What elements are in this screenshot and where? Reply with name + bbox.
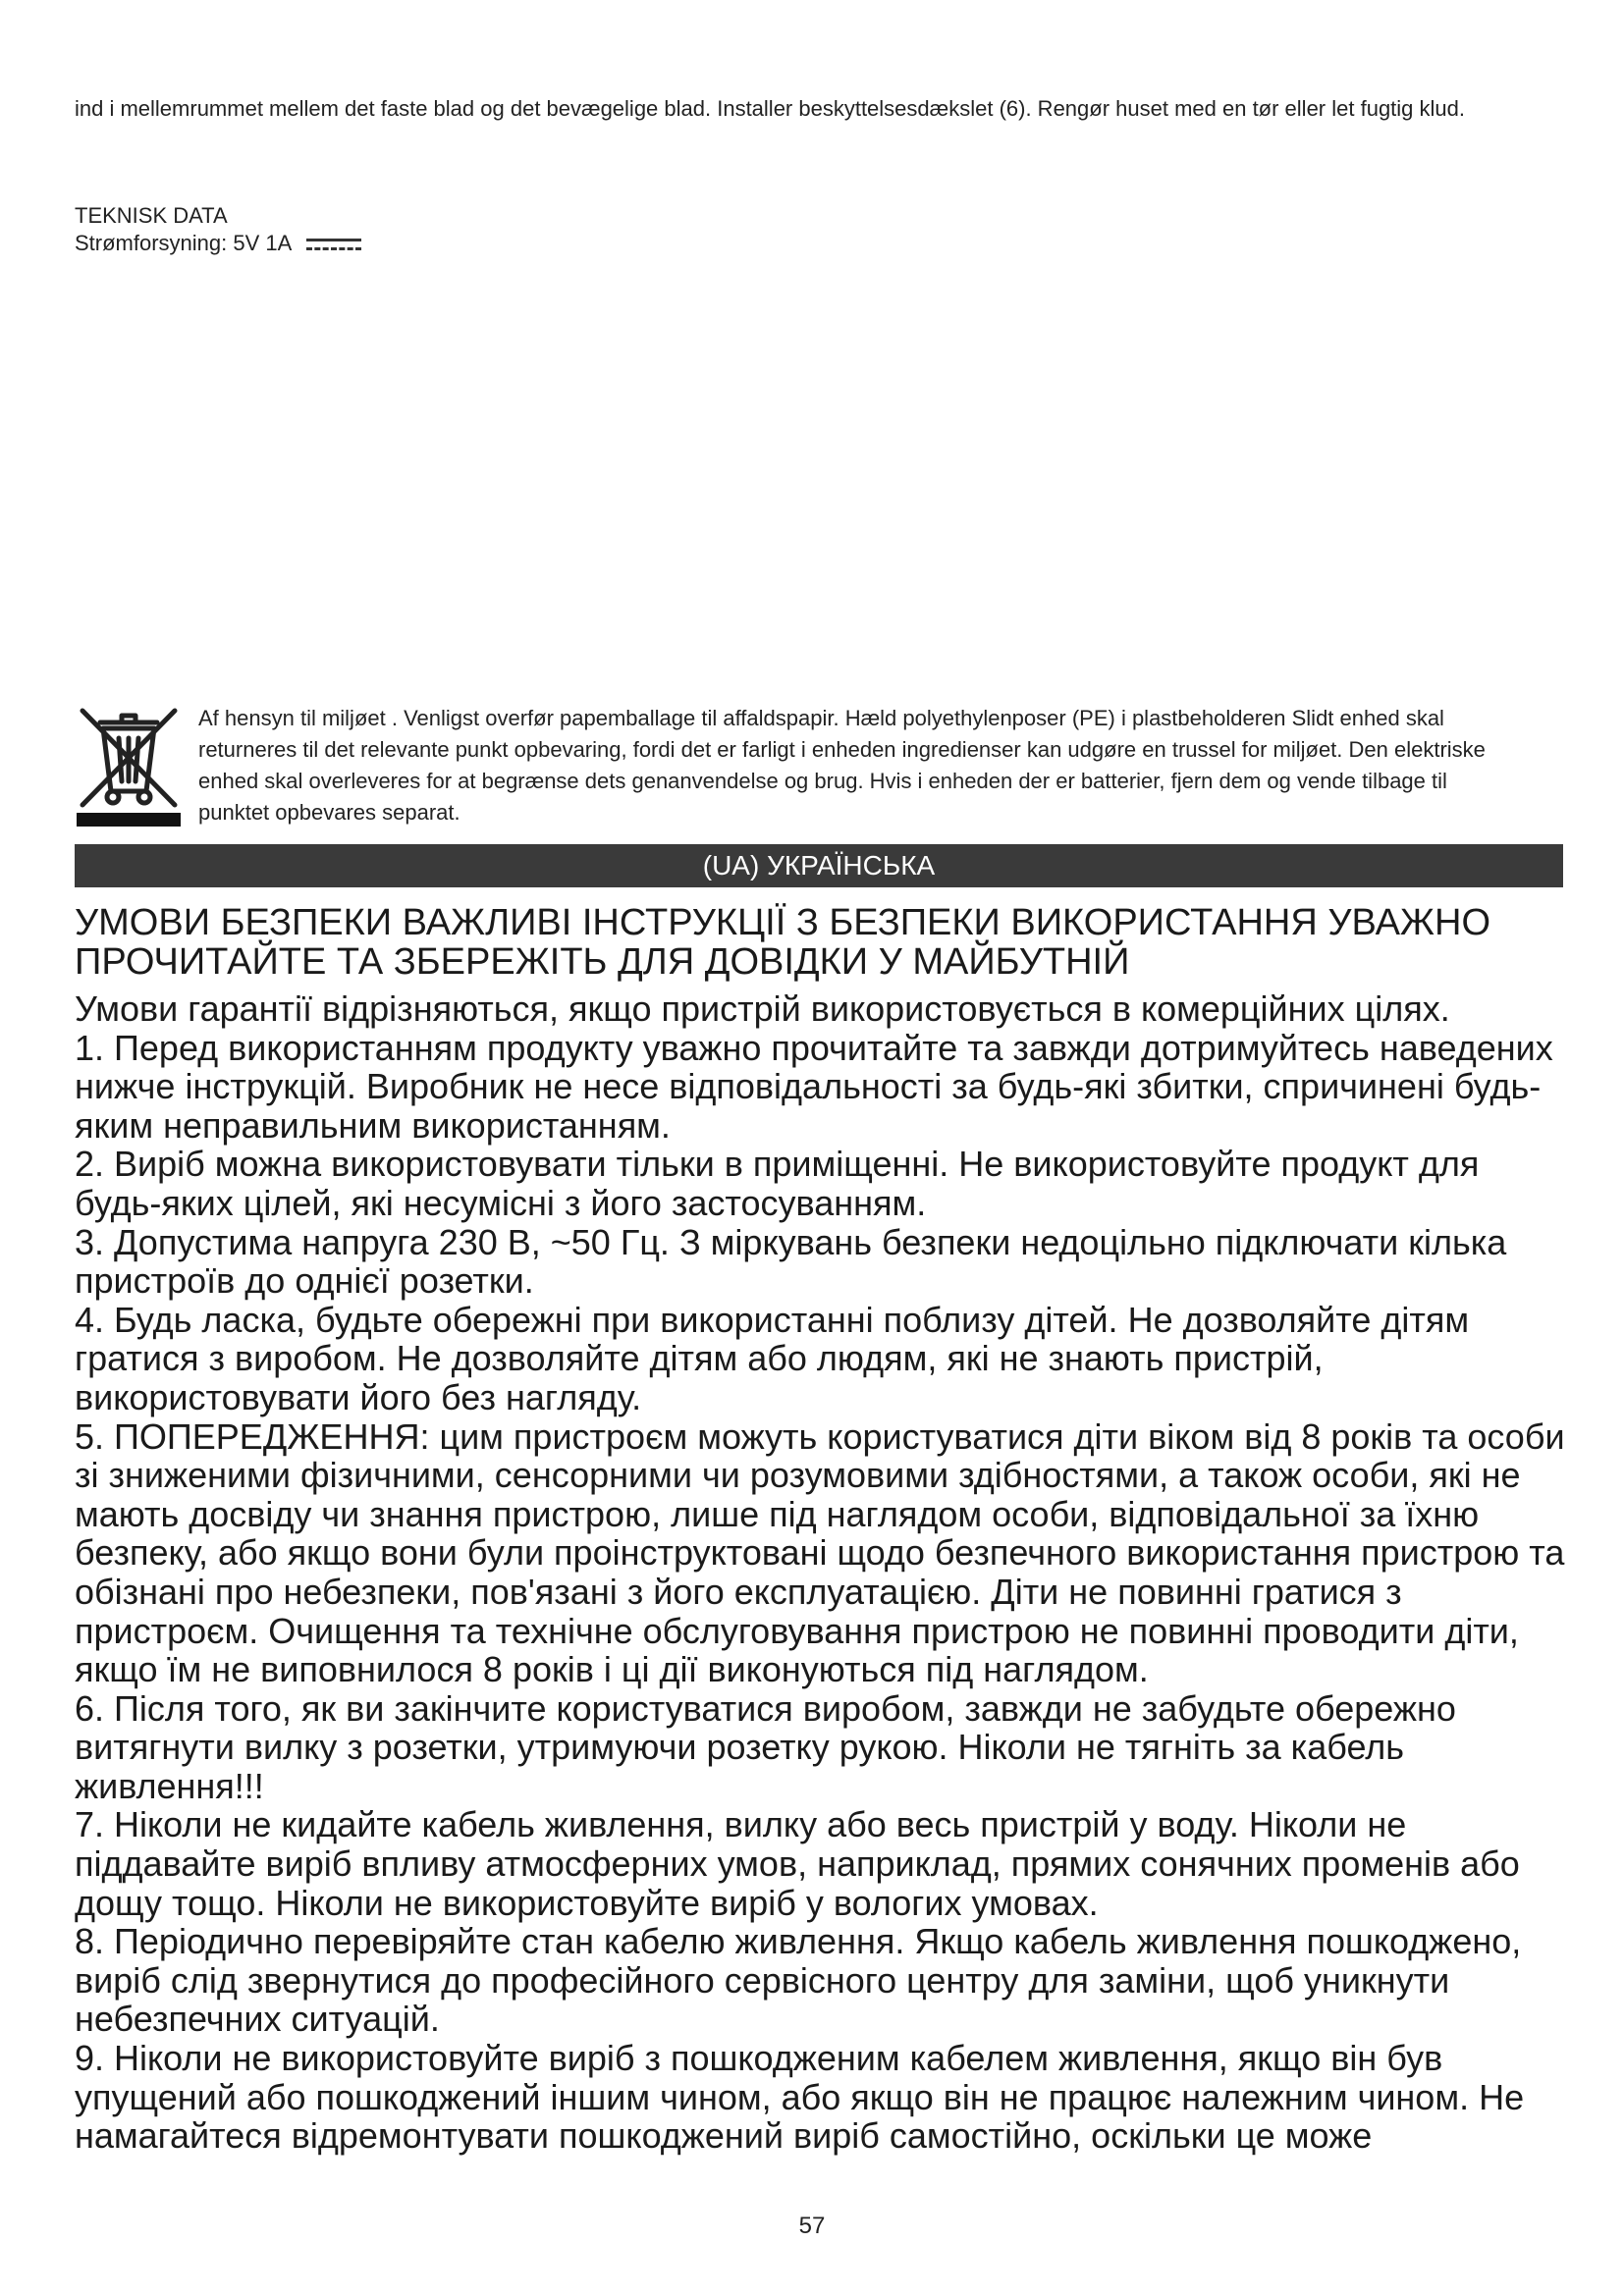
instruction-item: 3. Допустима напруга 230 В, ~50 Гц. З міркувань безпеки недоцільно підключати кілька пристроїв до однієї розетки. bbox=[75, 1221, 1507, 1302]
instruction-item: 9. Ніколи не використовуйте виріб з пошкодженим кабелем живлення, якщо він був упущений або пошкоджений іншим чином, або якщо він не працює належним чином. Не намагайтеся відремонтувати пошкоджений виріб самостійно, оскільки це може bbox=[75, 2038, 1525, 2157]
page-number: 57 bbox=[798, 2213, 826, 2239]
power-supply-label: Strømforsyning: 5V 1A bbox=[75, 231, 292, 255]
crossed-out-wheelie-bin-icon bbox=[77, 705, 181, 827]
instruction-item: 6. Після того, як ви закінчите користуватися виробом, завжди не забудьте обережно витягнути вилку з розетки, утримуючи розетку рукою. Ніколи не тягніть за кабель живлення!!! bbox=[75, 1687, 1456, 1806]
instruction-item: 2. Виріб можна використовувати тільки в приміщенні. Не використовуйте продукт для будь-яких цілей, які несумісні з його застосуванням. bbox=[75, 1144, 1480, 1223]
safety-heading: УМОВИ БЕЗПЕКИ ВАЖЛИВІ ІНСТРУКЦІЇ З БЕЗПЕКИ ВИКОРИСТАННЯ УВАЖНО ПРОЧИТАЙТЕ ТА ЗБЕРЕЖІТЬ ДЛЯ ДОВІДКИ У МАЙБУТНІЙ bbox=[75, 902, 1490, 983]
danish-intro-text: ind i mellemrummet mellem det faste blad og det bevægelige blad. Installer beskyttelsesdækslet (6). Rengør huset med en tør eller let fugtig klud. bbox=[75, 96, 1465, 121]
direct-current-icon bbox=[306, 237, 361, 252]
power-supply-row bbox=[75, 230, 361, 257]
instruction-item: 7. Ніколи не кидайте кабель живлення, вилку або весь пристрій у воду. Ніколи не піддавайте виріб впливу атмосферних умов, наприклад, прямих сонячних променів або дощу тощо. Ніколи не використовуйте виріб у вологих умовах. bbox=[75, 1804, 1520, 1923]
technical-data-title: TEKNISK DATA bbox=[75, 203, 228, 228]
instruction-item: 5. ПОПЕРЕДЖЕННЯ: цим пристроєм можуть користуватися діти віком від 8 років та особи зі зниженими фізичними, сенсорними чи розумовими здібностями, а також особи, які не мають досвіду чи знання пристрою, лише під наглядом особи, відповідальної за їхню безпеку, або якщо вони були проінструктовані щодо безпечного використання пристрою та обізнані про небезпеки, пов'язані з його експлуатацією. Діти не повинні гратися з пристроєм. Очищення та технічне обслуговування пристрою не повинні проводити діти, якщо їм не виповнилося 8 років і ці дії виконуються під наглядом. bbox=[75, 1415, 1565, 1690]
ukrainian-section-bar: (UA) УКРАЇНСЬКА bbox=[75, 844, 1563, 887]
instruction-item: 8. Періодично перевіряйте стан кабелю живлення. Якщо кабель живлення пошкоджено, виріб слід звернутися до професійного сервісного центру для заміни, щоб уникнути небезпечних ситуацій. bbox=[75, 1921, 1522, 2040]
environmental-disposal-text: Af hensyn til miljøet . Venligst overfør papemballage til affaldspapir. Hæld polyethylenposer (PE) i plastbeholderen Slidt enhed skal returneres til det relevante punkt opbevaring, fordi det er farligt i enheden ingredienser kan udgøre en trussel for miljøet. Den elektriske enhed skal overleveres for at begrænse dets genanvendelse og brug. Hvis i enheden der er batterier, fjern dem og vende tilbage til punktet opbevares separat. bbox=[198, 706, 1486, 825]
warranty-note: Умови гарантії відрізняються, якщо пристрій використовується в комерційних цілях. bbox=[75, 988, 1450, 1029]
instruction-item: 4. Будь ласка, будьте обережні при використанні поблизу дітей. Не дозволяйте дітям гратися з виробом. Не дозволяйте дітям або людям, які не знають пристрій, використовувати його без нагляду. bbox=[75, 1299, 1470, 1417]
instruction-item: 1. Перед використанням продукту уважно прочитайте та завжди дотримуйтесь наведених нижче інструкцій. Виробник не несе відповідальності за будь-які збитки, спричинені будь-яким неправильним використанням. bbox=[75, 1027, 1553, 1146]
safety-instructions bbox=[75, 989, 1569, 2156]
